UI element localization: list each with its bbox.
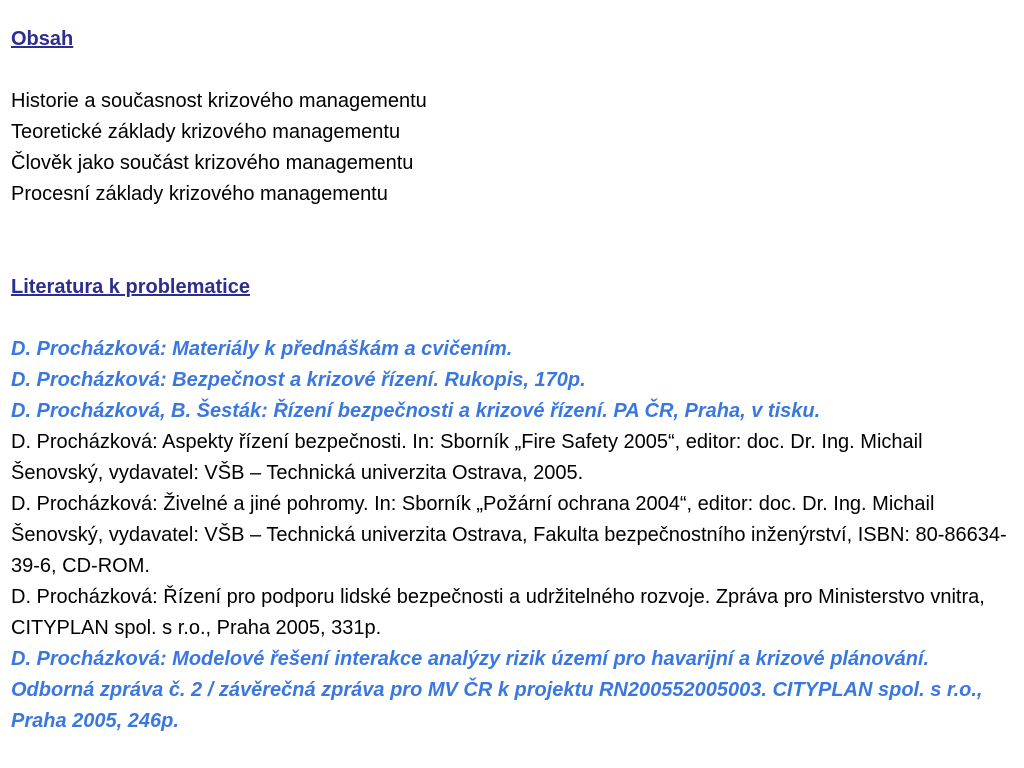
reference-item: D. Procházková: Materiály k přednáškám a cvičením.: [11, 338, 513, 360]
reference-item: D. Procházková: Bezpečnost a krizové řízení. Rukopis, 170p.: [11, 369, 586, 391]
spacer: [11, 303, 1016, 334]
literature-heading: Literatura k problematice: [11, 276, 250, 298]
reference-item: D. Procházková: Modelové řešení interakce analýzy rizik území pro havarijní a krizové plánování. Odborná zpráva č. 2 / závěrečná zpráva pro MV ČR k projektu RN200552005003. CITYPLAN spol. s r.o., Praha 2005, 246p.: [11, 648, 983, 732]
contents-heading: Obsah: [11, 28, 74, 50]
literature-list: [11, 334, 1016, 737]
contents-list: [11, 86, 1016, 210]
reference-item: D. Procházková: Živelné a jiné pohromy. In: Sborník „Požární ochrana 2004“, editor: doc. Dr. Ing. Michail Šenovský, vydavatel: VŠB – Technická univerzita Ostrava, Fakulta bezpečnostního inženýrství, ISBN: 80-86634-39-6, CD-ROM.: [11, 493, 1007, 577]
contents-item: Člověk jako součást krizového managementu: [11, 152, 414, 174]
document-page: [11, 24, 1016, 737]
reference-item: D. Procházková: Řízení pro podporu lidské bezpečnosti a udržitelného rozvoje. Zpráva pro Ministerstvo vnitra, CITYPLAN spol. s r.o., Praha 2005, 331p.: [11, 586, 985, 639]
reference-item: D. Procházková, B. Šesták: Řízení bezpečnosti a krizové řízení. PA ČR, Praha, v tisku.: [11, 400, 821, 422]
contents-item: Teoretické základy krizového managementu: [11, 121, 401, 143]
reference-item: D. Procházková: Aspekty řízení bezpečnosti. In: Sborník „Fire Safety 2005“, editor: doc. Dr. Ing. Michail Šenovský, vydavatel: VŠB – Technická univerzita Ostrava, 2005.: [11, 431, 923, 484]
contents-item: Historie a současnost krizového managementu: [11, 90, 427, 112]
spacer: [11, 55, 1016, 86]
contents-item: Procesní základy krizového managementu: [11, 183, 388, 205]
spacer: [11, 210, 1016, 272]
